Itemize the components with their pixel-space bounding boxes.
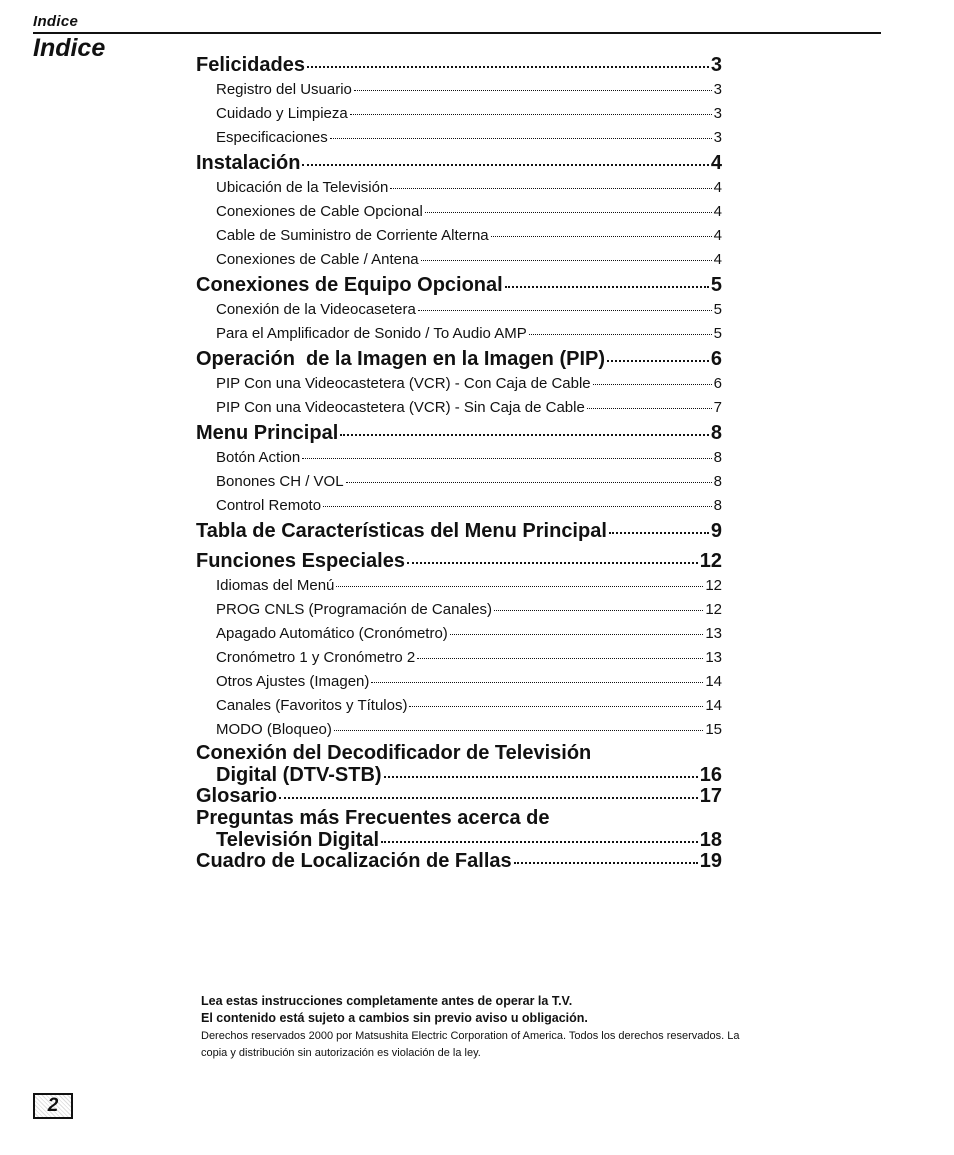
toc-page-number: 8	[713, 497, 722, 514]
toc-item-title: Botón Action	[216, 449, 301, 466]
footer-notice	[201, 993, 746, 1062]
toc-section-title: Cuadro de Localización de Fallas	[196, 850, 512, 872]
toc-item[interactable]	[196, 78, 722, 102]
toc-item-title: Otros Ajustes (Imagen)	[216, 673, 370, 690]
dot-leader	[279, 797, 698, 799]
toc-section-title: Tabla de Características del Menu Principal	[196, 520, 607, 542]
toc-page-number: 13	[705, 649, 722, 666]
toc-section[interactable]	[196, 851, 722, 872]
toc-page-number: 12	[705, 577, 722, 594]
toc-item[interactable]	[196, 598, 722, 622]
toc-page-number: 13	[705, 625, 722, 642]
toc-item-title: Conexiones de Cable Opcional	[216, 203, 423, 220]
dot-leader	[340, 434, 709, 436]
toc-section-title-line1[interactable]: Preguntas más Frecuentes acerca de	[196, 807, 550, 829]
toc-item[interactable]	[196, 224, 722, 248]
toc-page-number: 17	[699, 785, 722, 807]
dot-leader	[334, 730, 703, 731]
toc-section-title: Operación de la Imagen en la Imagen (PIP)	[196, 348, 606, 370]
toc-page-number: 15	[705, 721, 722, 738]
toc-section[interactable]	[196, 346, 722, 372]
toc-item-title: PIP Con una Videocastetera (VCR) - Con Caja de Cable	[216, 375, 591, 392]
toc-page-number: 8	[710, 422, 722, 444]
dot-leader	[384, 776, 698, 778]
toc-item[interactable]	[196, 470, 722, 494]
page-title: Indice	[33, 34, 106, 62]
toc-page-number: 8	[713, 473, 722, 490]
toc-section[interactable]	[196, 765, 722, 786]
dot-leader	[346, 482, 712, 483]
toc-page-number: 14	[705, 697, 722, 714]
toc-item[interactable]	[196, 322, 722, 346]
running-head: Indice	[33, 13, 79, 30]
dot-leader	[409, 706, 703, 707]
toc-item[interactable]	[196, 574, 722, 598]
toc-item-title: Bonones CH / VOL	[216, 473, 344, 490]
toc-section[interactable]	[196, 786, 722, 807]
toc-page-number: 9	[710, 520, 722, 542]
toc-section-title: Digital (DTV-STB)	[216, 764, 382, 786]
dot-leader	[491, 236, 712, 237]
dot-leader	[505, 286, 709, 288]
toc-page-number: 18	[699, 829, 722, 851]
dot-leader	[381, 841, 698, 843]
toc-item[interactable]	[196, 718, 722, 742]
dot-leader	[425, 212, 712, 213]
toc-item-title: Canales (Favoritos y Títulos)	[216, 697, 408, 714]
toc-section-title: Instalación	[196, 152, 301, 174]
toc-page-number: 12	[699, 550, 722, 572]
toc-item[interactable]	[196, 494, 722, 518]
toc-section-title: Funciones Especiales	[196, 550, 405, 572]
toc-page-number: 5	[713, 325, 722, 342]
toc-section-title-line1[interactable]: Conexión del Decodificador de Televisión	[196, 742, 592, 764]
dot-leader	[494, 610, 703, 611]
dot-leader	[354, 90, 712, 91]
toc-page-number: 6	[713, 375, 722, 392]
toc-item[interactable]	[196, 126, 722, 150]
toc-item-title: Conexión de la Videocasetera	[216, 301, 416, 318]
toc-item-title: PIP Con una Videocastetera (VCR) - Sin Caja de Cable	[216, 399, 585, 416]
toc-page-number: 4	[713, 251, 722, 268]
toc-item[interactable]	[196, 372, 722, 396]
toc-item[interactable]	[196, 622, 722, 646]
toc-page-number: 4	[710, 152, 722, 174]
header-rule	[33, 32, 881, 34]
toc-section[interactable]	[196, 548, 722, 574]
notice-content-subject-to-change: El contenido está sujeto a cambios sin previo aviso u obligación.	[201, 1011, 588, 1025]
toc-item-title: MODO (Bloqueo)	[216, 721, 332, 738]
toc-item[interactable]	[196, 646, 722, 670]
toc-section-title: Glosario	[196, 785, 278, 807]
toc-section-title: Televisión Digital	[216, 829, 379, 851]
toc-item[interactable]	[196, 248, 722, 272]
dot-leader	[587, 408, 712, 409]
toc-page-number: 5	[710, 274, 722, 296]
page-number: 2	[33, 1093, 73, 1119]
dot-leader	[607, 360, 709, 362]
dot-leader	[307, 66, 709, 68]
toc-section-title: Menu Principal	[196, 422, 339, 444]
toc-item-title: Para el Amplificador de Sonido / To Audio AMP	[216, 325, 527, 342]
toc-section-title: Felicidades	[196, 54, 305, 76]
toc-page-number: 5	[713, 301, 722, 318]
toc-page-number: 4	[713, 179, 722, 196]
dot-leader	[350, 114, 712, 115]
toc-item-title: Idiomas del Menú	[216, 577, 335, 594]
toc-item-title: Cuidado y Limpieza	[216, 105, 348, 122]
toc-page-number: 14	[705, 673, 722, 690]
toc-page-number: 19	[699, 850, 722, 872]
toc-page-number: 4	[713, 227, 722, 244]
toc-page-number: 6	[710, 348, 722, 370]
toc-page-number: 16	[699, 764, 722, 786]
toc-item-title: Registro del Usuario	[216, 81, 352, 98]
toc-item-title: Cable de Suministro de Corriente Alterna	[216, 227, 489, 244]
toc-item[interactable]	[196, 694, 722, 718]
toc-item-title: Ubicación de la Televisión	[216, 179, 389, 196]
toc-section-title: Conexiones de Equipo Opcional	[196, 274, 503, 296]
toc-item-title: Especificaciones	[216, 129, 328, 146]
dot-leader	[302, 458, 711, 459]
dot-leader	[421, 260, 712, 261]
toc-item[interactable]	[196, 298, 722, 322]
dot-leader	[514, 862, 698, 864]
toc-section[interactable]	[196, 518, 722, 544]
toc-item[interactable]	[196, 176, 722, 200]
toc-section[interactable]	[196, 272, 722, 298]
toc-page-number: 3	[710, 54, 722, 76]
copyright-notice: Derechos reservados 2000 por Matsushita Electric Corporation of America. Todos los derechos reservados. La copia y distribución sin autorización es violación de la ley.	[201, 1030, 740, 1059]
dot-leader	[609, 532, 709, 534]
dot-leader	[417, 658, 703, 659]
toc-section[interactable]	[196, 830, 722, 851]
dot-leader	[390, 188, 711, 189]
dot-leader	[323, 506, 712, 507]
toc-page-number: 3	[713, 129, 722, 146]
dot-leader	[529, 334, 712, 335]
table-of-contents	[196, 52, 722, 872]
toc-item-title: Conexiones de Cable / Antena	[216, 251, 419, 268]
dot-leader	[336, 586, 703, 587]
toc-item-title: Control Remoto	[216, 497, 322, 514]
dot-leader	[450, 634, 704, 635]
notice-read-instructions: Lea estas instrucciones completamente antes de operar la T.V.	[201, 994, 573, 1008]
toc-page-number: 12	[705, 601, 722, 618]
dot-leader	[593, 384, 712, 385]
dot-leader	[302, 164, 708, 166]
dot-leader	[371, 682, 703, 683]
toc-page-number: 8	[713, 449, 722, 466]
toc-item-title: Apagado Automático (Cronómetro)	[216, 625, 448, 642]
toc-item[interactable]	[196, 200, 722, 224]
toc-section[interactable]	[196, 420, 722, 446]
toc-page-number: 7	[713, 399, 722, 416]
toc-section[interactable]	[196, 150, 722, 176]
toc-page-number: 3	[713, 81, 722, 98]
dot-leader	[418, 310, 712, 311]
toc-page-number: 3	[713, 105, 722, 122]
toc-item-title: Cronómetro 1 y Cronómetro 2	[216, 649, 416, 666]
dot-leader	[330, 138, 712, 139]
toc-page-number: 4	[713, 203, 722, 220]
toc-item[interactable]	[196, 670, 722, 694]
toc-item-title: PROG CNLS (Programación de Canales)	[216, 601, 492, 618]
toc-item[interactable]	[196, 396, 722, 420]
dot-leader	[407, 562, 698, 564]
toc-section[interactable]	[196, 52, 722, 78]
toc-item[interactable]	[196, 446, 722, 470]
toc-item[interactable]	[196, 102, 722, 126]
